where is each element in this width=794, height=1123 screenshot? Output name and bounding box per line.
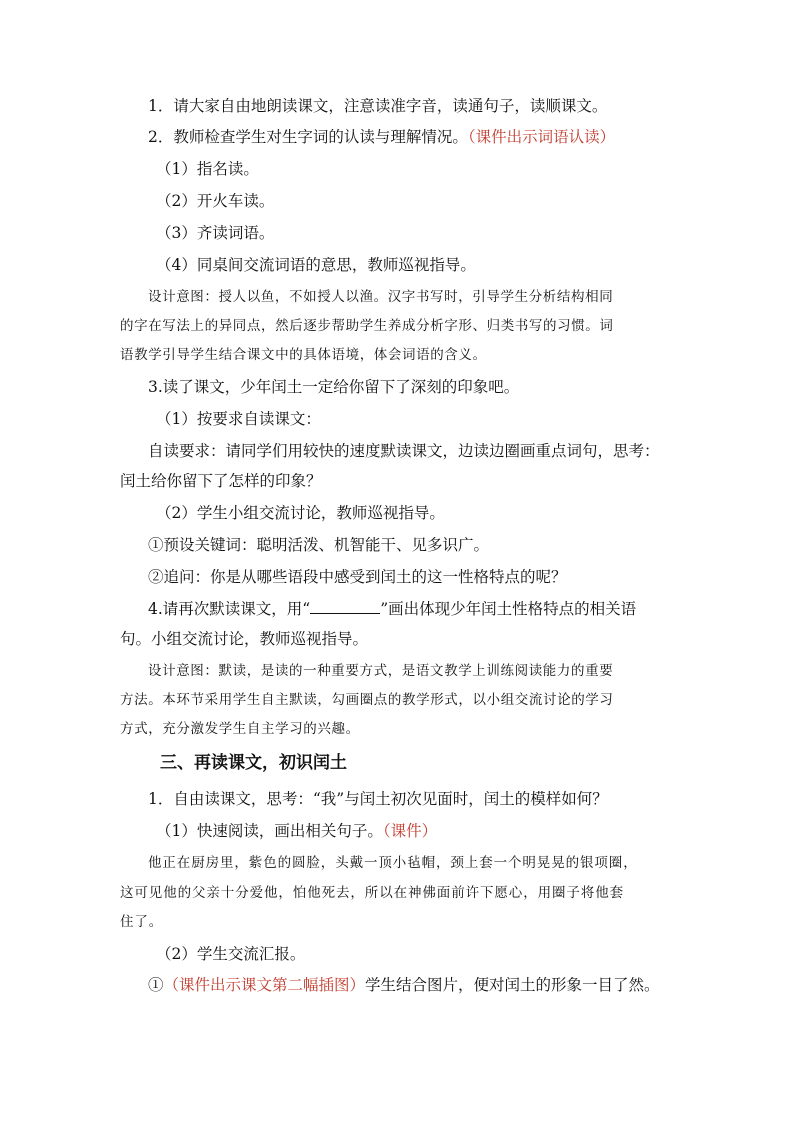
courseware-note: （课件出示词语认读） <box>467 128 616 146</box>
step-4-text-2: 句。小组交流讨论，教师巡视指导。 <box>120 630 369 648</box>
step-1-line <box>148 95 607 117</box>
substep-3 <box>156 222 274 244</box>
substep-4 <box>156 254 476 276</box>
design-intent-1-line-3 <box>120 344 487 366</box>
design-intent-2-text-2: 方法。本环节采用学生自主默读，勾画圈点的教学形式，以小组交流讨论的学习 <box>120 692 614 708</box>
design-intent-1-line-1 <box>148 286 613 308</box>
section3-step-1-text: 1．自由读课文，思考：“我”与闰土初次见面时，闰土的模样如何？ <box>148 790 608 808</box>
step-3-text: 3.读了课文，少年闰土一定给你留下了深刻的印象吧。 <box>148 378 520 396</box>
substep-3-text: （3）齐读词语。 <box>156 224 275 242</box>
step-2-line <box>148 126 615 148</box>
underline-blank <box>310 599 380 614</box>
substep-4-text: （4）同桌间交流词语的意思，教师巡视指导。 <box>156 256 476 274</box>
text-excerpt-line-2 <box>120 882 624 904</box>
substep-1 <box>156 158 259 180</box>
step-4-text-a: 4.请再次默读课文，用“ <box>148 600 311 618</box>
design-intent-2-line-1 <box>148 660 613 682</box>
courseware-illustration-note: （课件出示课文第二幅插图） <box>163 976 366 994</box>
step-3-sub-1 <box>156 408 321 430</box>
step-2-text: 2．教师检查学生对生字词的认读与理解情况。 <box>148 128 468 146</box>
section3-sub-2-text: （2）学生交流汇报。 <box>156 945 306 963</box>
section3-sub-2 <box>156 943 305 965</box>
reading-requirement-text-2: 闰土给你留下了怎样的印象？ <box>120 472 322 490</box>
design-intent-1-text-2: 的字在写法上的异同点，然后逐步帮助学生养成分析字形、归类书写的习惯。词 <box>120 318 614 334</box>
design-intent-1-line-2 <box>120 315 614 337</box>
substep-1-text: （1）指名读。 <box>156 160 259 178</box>
design-intent-1-text-3: 语教学引导学生结合课文中的具体语境，体会词语的含义。 <box>120 347 487 363</box>
design-intent-2-line-2 <box>120 689 614 711</box>
follow-up-question-text: ②追问：你是从哪些语段中感受到闰土的这一性格特点的呢？ <box>148 568 567 586</box>
text-excerpt-3: 住了。 <box>120 914 164 930</box>
section3-step-1 <box>148 788 608 810</box>
design-intent-2-text-1: 设计意图：默读，是读的一种重要方式，是语文教学上训练阅读能力的重要 <box>148 663 614 679</box>
text-excerpt-line-3 <box>120 911 163 933</box>
text-excerpt-line-1 <box>148 852 638 874</box>
section3-sub-1-text: （1）快速阅读，画出相关句子。 <box>156 822 383 840</box>
design-intent-2-line-3 <box>120 718 360 740</box>
step-1-text: 1．请大家自由地朗读课文，注意读准字音，读通句子，读顺课文。 <box>148 97 608 115</box>
step-4-line <box>148 598 636 620</box>
step-3-sub-1-text: （1）按要求自读课文： <box>156 410 321 428</box>
substep-2-text: （2）开火车读。 <box>156 192 275 210</box>
step-3-line <box>148 376 519 398</box>
preset-keywords <box>148 534 489 556</box>
section3-sub-1 <box>156 820 437 842</box>
section-heading <box>160 752 347 774</box>
follow-up-question <box>148 566 567 588</box>
substep-2 <box>156 190 274 212</box>
reading-requirement-text-1: 自读要求：请同学们用较快的速度默读课文，边读边圈画重点词句，思考： <box>148 442 660 460</box>
courseware-tag: （课件） <box>382 822 438 840</box>
point-1-text: 学生结合图片，便对闰土的形象一目了然。 <box>365 976 660 994</box>
reading-requirement-line-2 <box>120 470 322 492</box>
preset-keywords-text: ①预设关键词：聪明活泼、机智能干、见多识广。 <box>148 536 490 554</box>
design-intent-1-text-1: 设计意图：授人以鱼，不如授人以渔。汉字书写时，引导学生分析结构相同 <box>148 289 614 305</box>
circled-one: ① <box>148 976 164 994</box>
text-excerpt-1: 他正在厨房里，紫色的圆脸，头戴一顶小毡帽，颈上套一个明晃晃的银项圈， <box>148 855 638 871</box>
step-4-text-b: ”画出体现少年闰土性格特点的相关语 <box>380 600 637 618</box>
section3-sub-2-point-1 <box>148 974 660 996</box>
design-intent-2-text-3: 方式，充分激发学生自主学习的兴趣。 <box>120 721 360 737</box>
section-heading-text: 三、再读课文，初识闰土 <box>160 753 347 773</box>
step-3-sub-2 <box>156 502 445 524</box>
step-3-sub-2-text: （2）学生小组交流讨论，教师巡视指导。 <box>156 504 445 522</box>
text-excerpt-2: 这可见他的父亲十分爱他，怕他死去，所以在神佛面前许下愿心，用圈子将他套 <box>120 885 624 901</box>
reading-requirement-line-1 <box>148 440 660 462</box>
step-4-line-2 <box>120 628 368 650</box>
